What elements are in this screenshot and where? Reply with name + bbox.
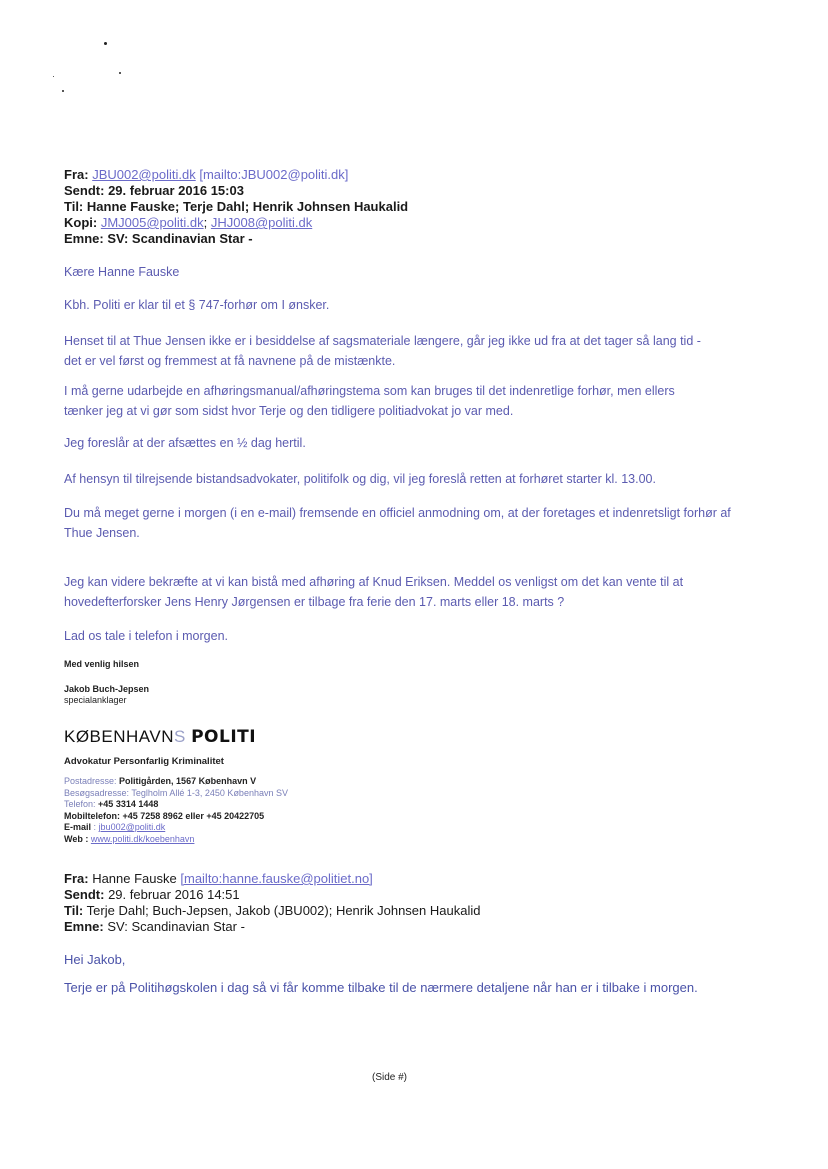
postal-label: Postadresse:: [64, 776, 117, 786]
email2-header: [64, 871, 480, 935]
email1-paragraph-3: I må gerne udarbejde en afhøringsmanual/afhøringstema som kan bruges til det indenretlige forhør, men ellers tænker jeg at vi gør som sidst hvor Terje og den tidligere politiadvokat jo var med.: [64, 384, 675, 418]
subject-value: SV: Scandinavian Star -: [107, 919, 245, 934]
from-mailto-link[interactable]: [mailto:hanne.fauske@politiet.no]: [180, 871, 373, 886]
contact-block: [64, 776, 288, 845]
to-label: Til:: [64, 903, 84, 918]
email2-paragraph-1: Terje er på Politihøgskolen i dag så vi får komme tilbake til de nærmere detaljene når han er i tilbake i morgen.: [64, 980, 698, 995]
mobile-label: Mobiltelefon:: [64, 810, 120, 821]
logo-text-part1: KØBENHAVN: [64, 727, 174, 746]
police-logo: [64, 727, 256, 747]
mobile-value: +45 7258 8962 eller +45 20422705: [122, 810, 265, 821]
phone-value: +45 3314 1448: [98, 799, 159, 809]
sent-value: 29. februar 2016 15:03: [108, 183, 244, 198]
email1-paragraph-2: Henset til at Thue Jensen ikke er i besiddelse af sagsmateriale længere, går jeg ikke ud fra at det tager så lang tid - det er vel først og fremmest at få navnene på de mistænkte.: [64, 334, 701, 368]
signature-title: specialanklager: [64, 695, 127, 705]
email1-sent-line: [64, 183, 408, 199]
sent-value: 29. februar 2016 14:51: [108, 887, 240, 902]
web-separator: :: [85, 833, 89, 844]
to-value: Hanne Fauske; Terje Dahl; Henrik Johnsen Haukalid: [86, 199, 409, 214]
email1-header: [64, 167, 408, 247]
mobile-row: [64, 811, 288, 823]
email2-sent-line: [64, 887, 480, 903]
visit-row: [64, 788, 288, 800]
email1-paragraph-1: Kbh. Politi er klar til et § 747-forhør om I ønsker.: [64, 298, 330, 312]
logo-text-part2: S: [174, 727, 186, 746]
subject-label: Emne:: [64, 919, 104, 934]
web-link[interactable]: www.politi.dk/koebenhavn: [90, 833, 195, 844]
page-footer: (Side #): [372, 1072, 408, 1083]
email1-to-line: [64, 199, 408, 215]
email-label: E-mail: [64, 822, 92, 832]
from-address-link[interactable]: JBU002@politi.dk: [92, 167, 196, 182]
email2-subject-line: [64, 919, 480, 935]
postal-value: Politigården, 1567 København V: [119, 776, 257, 786]
from-label: Fra:: [64, 871, 89, 886]
email-row: [64, 822, 288, 834]
subject-label: Emne:: [64, 231, 104, 246]
logo-text-part3: POLITI: [191, 727, 257, 747]
postal-row: [64, 776, 288, 788]
visit-value: Teglholm Allé 1-3, 2450 København SV: [131, 787, 288, 798]
phone-row: [64, 799, 288, 811]
email1-paragraph-5: Af hensyn til tilrejsende bistandsadvokater, politifolk og dig, vil jeg foreslå retten at forhøret starter kl. 13.00.: [64, 472, 656, 486]
email2-to-line: [64, 903, 480, 919]
phone-label: Telefon:: [64, 799, 96, 809]
web-row: [64, 834, 288, 846]
from-mailto-link[interactable]: [mailto:JBU002@politi.dk]: [199, 167, 349, 182]
email-separator: :: [93, 822, 97, 832]
email1-paragraph-4: Jeg foreslår at der afsættes en ½ dag hertil.: [64, 436, 306, 450]
email1-paragraph-7: Jeg kan videre bekræfte at vi kan bistå med afhøring af Knud Eriksen. Meddel os venligst om det kan vente til at hovedefterforsker Jens Henry Jørgensen er tilbage fra ferie den 17. marts eller 18. marts ?: [64, 575, 684, 609]
closing-text: Med venlig hilsen: [64, 659, 140, 669]
email1-greeting: Kære Hanne Fauske: [64, 265, 180, 279]
scan-speck: [104, 42, 107, 45]
cc-address-1[interactable]: JMJ005@politi.dk: [100, 215, 204, 230]
scan-speck: [119, 72, 121, 74]
cc-label: Kopi:: [64, 215, 98, 230]
email1-paragraph-8: Lad os tale i telefon i morgen.: [64, 629, 228, 643]
cc-separator: ;: [203, 215, 208, 230]
sent-label: Sendt:: [64, 183, 105, 198]
unit-name: Advokatur Personfarlig Kriminalitet: [64, 756, 224, 767]
from-name: Hanne Fauske: [92, 871, 177, 886]
email2-greeting: Hei Jakob,: [64, 952, 126, 967]
web-label: Web: [64, 833, 83, 844]
subject-value: SV: Scandinavian Star -: [107, 231, 253, 246]
email1-subject-line: [64, 231, 408, 247]
email1-paragraph-6: Du må meget gerne i morgen (i en e-mail) fremsende en officiel anmodning om, at der foretages et indenretsligt forhør af Thue Jensen.: [64, 506, 731, 540]
visit-label: Besøgsadresse:: [64, 787, 130, 798]
email1-from-line: [64, 167, 408, 183]
email1-cc-line: [64, 215, 408, 231]
sent-label: Sendt:: [64, 887, 105, 902]
signature-name: Jakob Buch-Jepsen: [64, 684, 150, 694]
scan-speck: [53, 76, 54, 77]
to-label: Til:: [64, 199, 84, 214]
email-link[interactable]: jbu002@politi.dk: [98, 822, 166, 832]
scan-speck: [62, 90, 64, 92]
email2-from-line: [64, 871, 480, 887]
cc-address-2[interactable]: JHJ008@politi.dk: [210, 215, 313, 230]
from-label: Fra:: [64, 167, 89, 182]
to-value: Terje Dahl; Buch-Jepsen, Jakob (JBU002); Henrik Johnsen Haukalid: [86, 903, 481, 918]
